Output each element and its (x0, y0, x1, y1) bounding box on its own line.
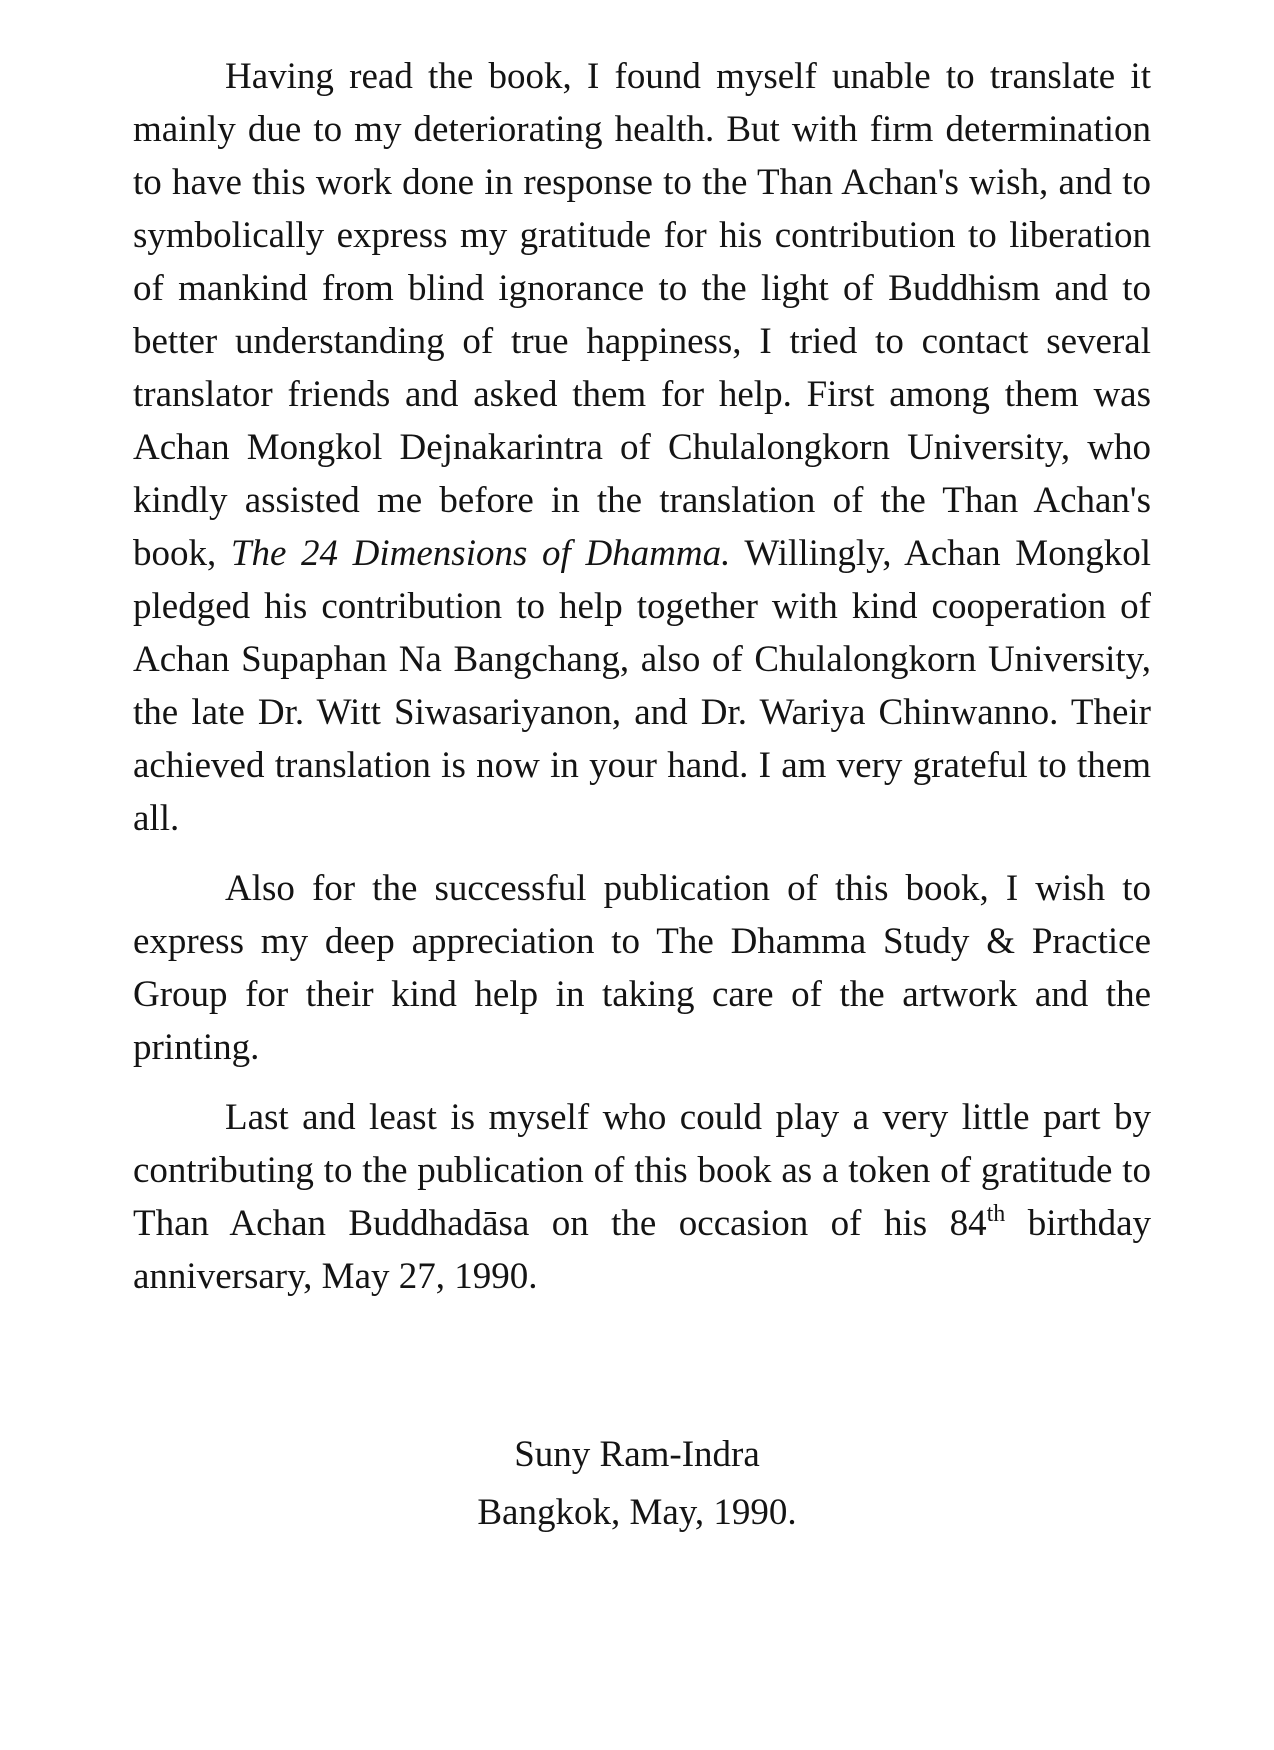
paragraph-text: birthday anniversary, May 27, 1990. (133, 1203, 1151, 1297)
ordinal-superscript: th (986, 1201, 1006, 1227)
paragraph-translation-acknowledgement (133, 50, 1151, 845)
book-title: The 24 Dimensions of Dhamma. (230, 533, 731, 574)
body-text (133, 50, 1151, 1303)
paragraph-text: Willingly, Achan Mongkol pledged his contribution to help together with kind cooperation of Achan Supaphan Na Bangchang, also of Chulalongkorn University, the late Dr. Witt Siwasariyanon, and Dr. Wariya Chinwanno. Their achieved translation is now in your hand. I am very grateful to them all. (133, 533, 1151, 839)
signature-place-date: Bangkok, May, 1990. (477, 1492, 797, 1533)
paragraph-publication-acknowledgement: Also for the successful publication of this book, I wish to express my deep appreciation to The Dhamma Study & Practice Group for their kind help in taking care of the artwork and the printing. (133, 868, 1151, 1068)
paragraph-author-contribution (133, 1091, 1151, 1303)
paragraph-text: Last and least is myself who could play a very little part by contributing to the publication of this book as a token of gratitude to Than Achan Buddhadāsa on the occasion of his 84 (133, 1097, 1151, 1244)
signature-block (300, 1426, 974, 1542)
signature-name: Suny Ram-Indra (514, 1434, 760, 1475)
paragraph-text: Having read the book, I found myself unable to translate it mainly due to my deteriorating health. But with firm determination to have this work done in response to the Than Achan's wish, and to symbolically express my gratitude for his contribution to liberation of mankind from blind ignorance to the light of Buddhism and to better understanding of true happiness, I tried to contact several translator friends and asked them for help. First among them was Achan Mongkol Dejnakarintra of Chulalongkorn University, who kindly assisted me before in the translation of the Than Achan's book, (133, 56, 1151, 574)
